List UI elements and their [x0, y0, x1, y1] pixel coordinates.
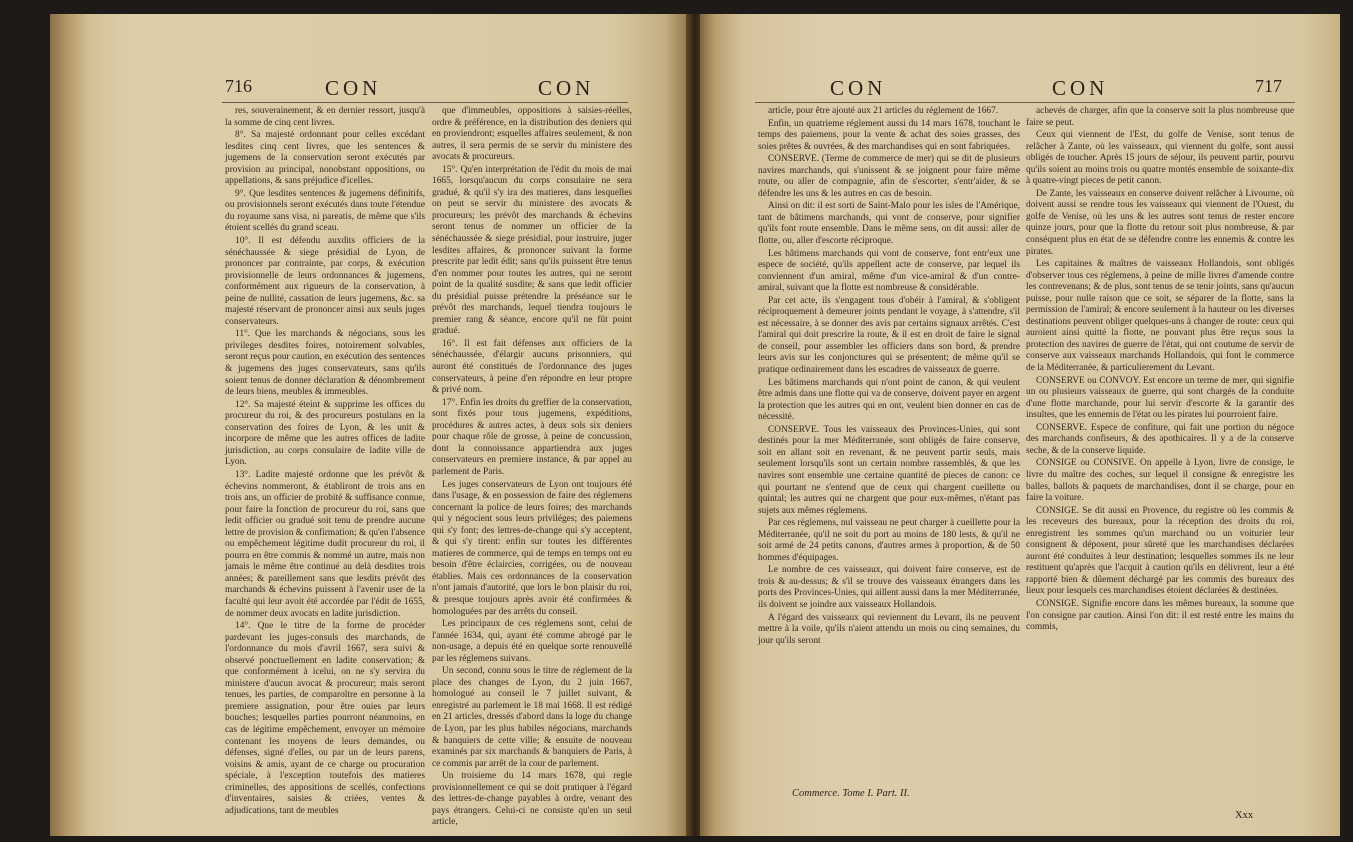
running-head-right-2: CON — [1052, 76, 1109, 100]
paragraph: Un troisieme du 14 mars 1678, qui regle provisionnellement ce qui se doit pratiquer à l'égard des lettres-de-change payables à ordre, venant des pays étrangers. Celui-ci ne consiste qu'en un seul article, — [432, 771, 632, 828]
catchword: Xxx — [1235, 810, 1254, 821]
paragraph: CONSERVE. Espece de confiture, qui fait une portion du négoce des marchands confiseurs, & des apothicaires. Il y a de la conserve seche, & de la conserve liquide. — [1026, 422, 1294, 456]
page-number-right: 717 — [1255, 76, 1282, 96]
paragraph: Ceux qui viennent de l'Est, du golfe de Venise, sont tenus de relâcher à Zante, où les vaisseaux, qui viennent du golfe, sont aussi obligés de toucher. Après 15 jours de séjour, ils peuvent partir, pourvu qu'ils soient au moins trois ou quatre montés ensemble de soixante-dix à quatre-vingt pieces de petit canon. — [1026, 130, 1294, 187]
running-head-left-1: CON — [325, 76, 382, 100]
paragraph: CONSERVE. (Terme de commerce de mer) qui se dit de plusieurs navires marchands, qui s'unissent & se joignent pour faire même route, ou aller de compagnie, afin de s'escorter, s'entr'aider, & se défendre les uns & les autres en cas de besoin. — [758, 154, 1020, 199]
paragraph: achevés de charger, afin que la conserve soit la plus nombreuse que faire se peut. — [1026, 106, 1294, 128]
running-head-right-1: CON — [830, 76, 887, 100]
paragraph: Les principaux de ces réglemens sont, celui de l'année 1634, qui, ayant été comme abrogé par le non-usage, a depuis été en quelque sorte renouvellé par les réglemens suivans. — [432, 619, 632, 664]
page-number-left: 716 — [225, 76, 252, 96]
paragraph: 12°. Sa majesté éteint & supprime les offices du procureur du roi, & des procureurs postulans en la conservation des foires de Lyon, & les unit & incorpore de même que les autres offices de ladite jurisdiction, au corps consulaire de ladite ville de Lyon. — [225, 399, 425, 468]
paragraph: 15°. Qu'en interprétation de l'édit du mois de mai 1665, lorsqu'aucun du corps consulaire ne sera gradué, & qu'il s'y ira des matieres, dans lesquelles on peut se servir du ministere des avocats & procureurs; les prévôt des marchands & échevins seront tenus de nommer un officier de la sénéchaussée & siege présidial, pour instruire, juger lesdites affaires, & prononcer suivant la forme prescrite par ledit édit; sans qu'ils puissent être tenus d'en nommer pour toutes les autres, qui ne seront point de la qualité susdite; & sans que ledit officier du présidial puisse prétendre la préséance sur le prévôt des marchands, lequel tiendra toujours le premier rang & séance, encore qu'il ne fût point gradué. — [432, 164, 632, 337]
paragraph: 17°. Enfin les droits du greffier de la conservation, sont fixés pour tous jugemens, expéditions, procédures & autres actes, à deux sols six deniers pour chaque rôle de grosse, à peine de concussion, dont la connoissance appartiendra aux juges conservateurs en premiere instance, & par appel au parlement de Paris. — [432, 397, 632, 477]
paragraph: Un second, connu sous le titre de réglement de la place des changes de Lyon, du 2 juin 1667, homologué au conseil le 7 juillet suivant, & enregistré au parlement le 18 mai 1668. Il est rédigé en 21 articles, dressés d'abord dans la loge du change de Lyon, par les plus habiles négocians, marchands & banquiers de cette ville; & ensuite de nouveau examinés par six marchands & banquiers de Paris, à ce commis par arrêt de la cour de parlement. — [432, 666, 632, 769]
paragraph: 10°. Il est défendu auxdits officiers de la sénéchaussée & siege présidial de Lyon, de prononcer par contrainte, par corps, & exécution provisionnelle de leurs ordonnances & jugemens, conformément aux rigueurs de la conservation, à peine de nullité, cassation de leurs jugemens, &c. sa majesté réservant de prononcer ainsi aux seuls juges conservateurs. — [225, 236, 425, 327]
paragraph: 9°. Que lesdites sentences & jugemens définitifs, ou provisionnels seront exécutés dans toute l'étendue du royaume sans visa, ni pareatis, de même que s'ils étoient scellés du grand sceau. — [225, 188, 425, 234]
head-rule-left — [222, 102, 628, 103]
paragraph: article, pour être ajouté aux 21 articles du réglement de 1667. — [768, 106, 999, 116]
left-page-column-2 — [432, 106, 632, 828]
paragraph: CONSERVE ou CONVOY. Est encore un terme de mer, qui signifie un ou plusieurs vaisseaux de guerre, qui sont chargés de la conduite d'une flotte marchande, pour lui servir d'escorte & la garantir des insultes, que les ennemis de l'état ou les pirates lui pourroient faire. — [1026, 375, 1294, 421]
signature-line: Commerce. Tome I. Part. II. — [792, 788, 910, 799]
paragraph: 16°. Il est fait défenses aux officiers de la sénéchaussée, d'élargir aucuns prisonniers, qui auront été constitués de l'ordonnance des juges conservateurs, à peine d'en répondre en leur propre & privé nom. — [432, 338, 632, 396]
paragraph: Enfin, un quatrieme réglement aussi du 14 mars 1678, touchant le temps des paiemens, pour la vente & achat des soies grasses, des soies prêtes & ouvrées, & des marchandises qui en sont fabriquées. — [758, 118, 1020, 152]
running-head-left-2: CON — [538, 76, 595, 100]
paragraph: 11°. Que les marchands & négocians, sous les privileges desdites foires, notoirement solvables, seront reçus pour caution, en exécution des sentences & jugemens des juges conservateurs, sans qu'ils soient tenus de donner déclaration & dénombrement de leurs biens, meubles & immeubles. — [225, 329, 425, 398]
paragraph: A l'égard des vaisseaux qui reviennent du Levant, ils ne peuvent mettre à la voile, qu'ils n'aient attendu un mois ou cinq semaines, du jour qu'ils seront — [758, 612, 1020, 646]
paragraph: CONSIGE ou CONSIVE. On appelle à Lyon, livre de consige, le livre du maître des coches, sur lequel il consigne & enregistre les balles, ballots & paquets de marchandises, dont il se charge, pour en faire la voiture. — [1026, 458, 1294, 504]
paragraph: Les capitaines & maîtres de vaisseaux Hollandois, sont obligés d'observer tous ces réglemens, à peine de mille livres d'amende contre les contrevenans; & de plus, sont tenus de se tenir joints, sans qu'aucun puisse, pour nulle raison que ce soit, se séparer de la flotte, sans la permission de l'amiral; & encore seulement à la hauteur ou les diverses destinations peuvent obliger quelques-uns à changer de route: ceux qui auroient ainsi quitté la flotte, ne pouvant plus être reçus sous la protection des navires de guerre de l'état, qui ont coutume de servir de conserve aux vaisseaux marchands Hollandois, qui font le commerce de la Méditerranée, & particulierement du Levant. — [1026, 259, 1294, 374]
paragraph: 8°. Sa majesté ordonnant pour celles excédant lesdites cinq cent livres, que les sentences & jugemens de la conservation seront exécutés par provision au principal, nonobstant oppositions, ou appellations, & sans préjudice d'icelles. — [225, 130, 425, 187]
paragraph: Le nombre de ces vaisseaux, qui doivent faire conserve, est de trois & au-dessus; & s'il se trouve des vaisseaux étrangers dans les ports des Provinces-Unies, qui aillent aussi dans la mer Méditerranée, ils doivent se joindre aux vaisseaux Hollandois. — [758, 565, 1020, 610]
paragraph: que d'immeubles, oppositions à saisies-réelles, ordre & préférence, en la distribution des deniers qui en proviendront; esquelles affaires seulement, & non autres, il sera permis de se servir du ministere des avocats & procureurs. — [432, 106, 632, 163]
paragraph: Les bâtimens marchands qui n'ont point de canon, & qui veulent être admis dans une flotte qui va de conserve, doivent payer en argent la protection que les autres qui en ont, veulent bien donner en cas de nécessité. — [758, 377, 1020, 423]
paragraph: res, souverainement, & en dernier ressort, jusqu'à la somme de cinq cent livres. — [225, 106, 425, 128]
paragraph: 13°. Ladite majesté ordonne que les prévôt & échevins nommeront, & établiront de trois ans en trois ans, un officier de probité & suffisance connue, pour faire la fonction de procureur du roi, sans que ledit officier ou gradué soit tenu de prendre aucune lettre de provision & confirmation; & qu'en l'absence ou empêchement légitime dudit procureur du roi, il pourra en être commis & nommé un autre, mais non jamais le même être continué au delà desdites trois années; & pareillement sans que lesdits prévôt des marchands & échevins puissent à l'avenir user de la faculté qui leur avoit été accordée par l'édit de 1655, de nommer deux avocats en ladite jurisdiction. — [225, 469, 425, 619]
head-rule-right — [755, 102, 1295, 103]
paragraph: CONSIGE. Signifie encore dans les mêmes bureaux, la somme que l'on consigne par caution. Ainsi l'on dit: il est resté entre les mains du commis, — [1026, 598, 1294, 633]
left-page-column-1 — [225, 106, 425, 822]
paragraph: De Zante, les vaisseaux en conserve doivent relâcher à Livourne, où doivent aussi se rendre tous les vaisseaux qui viennent de l'Ouest, du golfe de Venise, où les uns & les autres sont tenus de rester encore quinze jours, pour que la flotte du retour soit plus nombreuse, & par conséquent plus en état de se défendre contre les ennemis & contre les pirates. — [1026, 188, 1294, 257]
paragraph: Les bâtimens marchands qui vont de conserve, font entr'eux une espece de société, qu'ils appellent acte de conserve, par lequel ils conviennent d'un amiral, même d'un vice-amiral & d'un contre-amiral, suivant que la flotte est nombreuse & considérable. — [758, 248, 1020, 294]
paragraph: Les juges conservateurs de Lyon ont toujours été dans l'usage, & en possession de faire des réglemens concernant la police de leurs foires; des marchands qui y négocient sous leurs priviléges; des paiemens qui s'y font; des lettres-de-change qui s'y acceptent, & qui s'y tirent: enfin sur toutes les différentes matieres de commerce, qui de temps en temps ont eu besoin d'être éclaircies, corrigées, ou de nouveau établies. Mais ces ordonnances de la conservation n'ont jamais d'autorité, que lors le bon plaisir du roi, & presque toujours après avoir été confirmées & homologuées par des arrêts du conseil. — [432, 479, 632, 617]
paragraph: 14°. Que le titre de la forme de procéder pardevant les juges-consuls des marchands, de l'ordonnance du mois d'avril 1667, sera suivi & observé ponctuellement en ladite conservation; & que conformément à icelui, on ne s'y servira du ministere d'aucun avocat & procureur; mais seront tenues, les parties, de comparoître en personne à la premiere assignation, pour être ouies par leurs bouches; lesquelles parties pourront néanmoins, en cas de légitime empêchement, envoyer un mémoire contenant les moyens de leurs demandes, ou défenses, signé d'elles, ou par un de leurs parens, voisins & amis, ayant de ce charge ou procuration spéciale, à l'exception toutefois des matieres criminelles, des appositions de scellés, confections d'inventaires, saisies & criées, ventes & adjudications, tant de meubles — [225, 621, 425, 816]
right-page-column-2 — [1026, 106, 1294, 796]
paragraph: Par cet acte, ils s'engagent tous d'obéir à l'amiral, & s'obligent réciproquement à demeurer joints pendant le voyage, à s'attendre, s'il est nécessaire, à se donner des avis par certains signaux arrêtés. C'est l'amiral qui doit prescrire la route, & il est en droit de faire le signal de conseil, pour assembler les officiers dans son bord, & prendre leurs avis sur les conjonctures qui se présentent; de même qu'il se pratique ordinairement dans les escadres de vaisseaux de guerre. — [758, 295, 1020, 376]
right-page-column-1 — [758, 106, 1020, 786]
paragraph: CONSIGE. Se dit aussi en Provence, du registre où les commis & les receveurs des bureaux, pour la réception des droits du roi, enregistrent les sommes qu'un marchand ou un voiturier leur consignent & déposent, pour sûreté que les marchandises déclarées auront été conduites à leur destination; lesquelles sommes ils ne leur restituent qu'après que l'acquit à caution qu'ils en délivrent, leur a été rapporté bien & dûement déchargé par les commis des bureaux des lieux pour lesquels ces marchandises étoient déclarées & destinées. — [1026, 505, 1294, 597]
paragraph: CONSERVE. Tous les vaisseaux des Provinces-Unies, qui sont destinés pour la mer Méditerranée, sont obligés de faire conserve, soit en allant soit en revenant, & ne peuvent partir seuls, mais seulement lorsqu'ils sont un certain nombre rassemblés, & que les navires sont ensemble une certaine quantité de pieces de canon: ce qui pourtant ne s'entend que de ceux qui chargent cueillette ou quintal; les autres qui ne chargent que pour eux-mêmes, n'étant pas sujets aux mêmes réglemens. — [758, 424, 1020, 516]
open-book — [50, 14, 1340, 836]
paragraph: Par ces réglemens, nul vaisseau ne peut charger à cueillette pour la Méditerranée, qu'il ne soit du port au moins de 180 lests, & qu'il ne soit armé de 24 petits canons, d'autres armes à proportion, & de 50 hommes d'équipages. — [758, 518, 1020, 563]
paragraph: Ainsi on dit: il est sorti de Saint-Malo pour les isles de l'Amérique, tant de bâtimens marchands, qui vont de conserve, pour signifier qu'ils font route ensemble. Dans le même sens, on dit aussi: aller de flotte, ou, aller d'escorte réciproque. — [758, 201, 1020, 247]
right-page — [700, 14, 1340, 836]
left-page — [50, 14, 690, 836]
